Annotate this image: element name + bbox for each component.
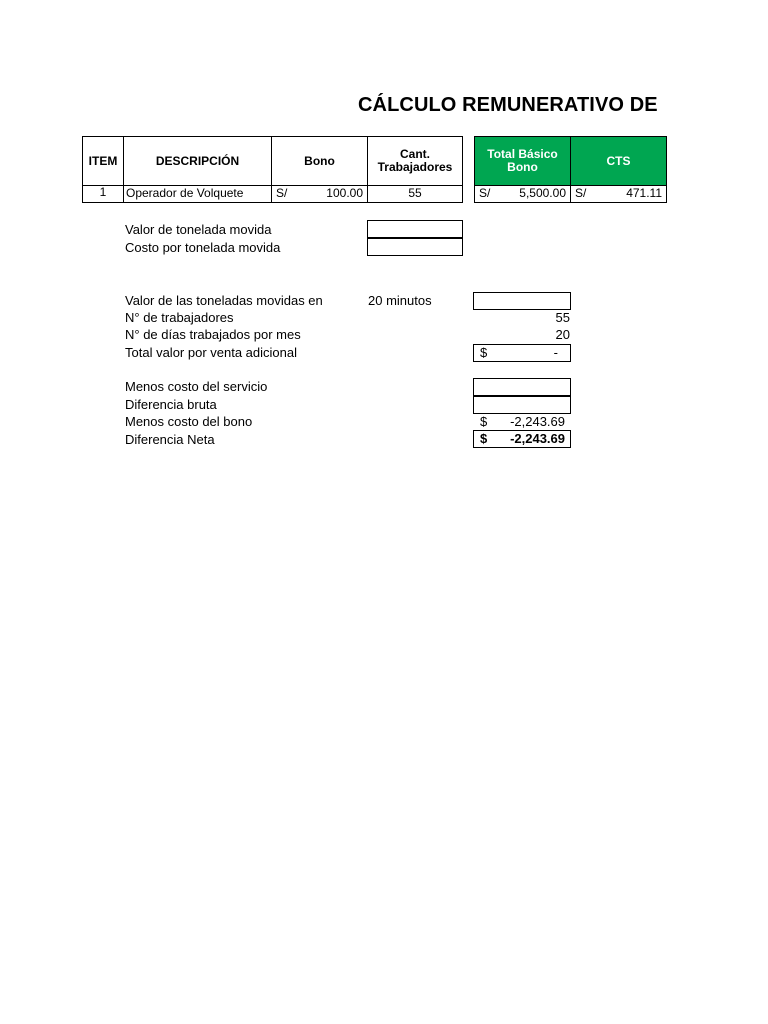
menos-costo-bono-label: Menos costo del bono [125,414,253,429]
valor-tonelada-label: Valor de tonelada movida [125,222,272,237]
row-bono-currency: S/ [276,186,288,200]
diferencia-bruta-cell [473,396,571,414]
valor-toneladas-label: Valor de las toneladas movidas en [125,293,323,308]
diferencia-neta-label: Diferencia Neta [125,432,215,447]
header-cant-line2: Trabajadores [377,160,453,174]
row-cant-value: 55 [408,186,422,200]
header-item-label: ITEM [88,153,118,168]
row-cts-value: 471.11 [626,186,662,200]
total-venta-label: Total valor por venta adicional [125,345,297,360]
valor-tonelada-input[interactable] [367,220,463,238]
minutos-value: 20 minutos [368,293,432,308]
header-descripcion-label: DESCRIPCIÓN [155,153,240,168]
n-dias-value: 20 [555,327,570,342]
total-venta-currency: $ [480,345,488,360]
header-cant-line1: Cant. [400,147,430,161]
row-cts [570,185,667,203]
menos-costo-bono-value: -2,243.69 [510,414,565,429]
costo-tonelada-label: Costo por tonelada movida [125,240,281,255]
diferencia-bruta-label: Diferencia bruta [125,397,217,412]
row-descripcion [123,185,272,203]
row-total-currency: S/ [479,186,491,200]
row-descripcion-value: Operador de Volquete [126,186,244,200]
row-item [82,185,124,203]
header-cant-trabajadores [367,136,463,186]
header-item [82,136,124,186]
valor-toneladas-input[interactable] [473,292,571,310]
header-total-line2: Bono [507,160,538,174]
row-total-value: 5,500.00 [519,186,566,200]
row-cts-currency: S/ [575,186,587,200]
n-trabajadores-value: 55 [555,310,570,325]
page-title: CÁLCULO REMUNERATIVO DE [358,94,658,116]
header-bono-label: Bono [304,153,335,168]
row-bono [271,185,368,203]
row-cant [367,185,463,203]
total-venta-value: - [553,345,558,360]
row-item-value: 1 [99,185,107,199]
n-trabajadores-label: N° de trabajadores [125,310,234,325]
header-descripcion [123,136,272,186]
costo-tonelada-input[interactable] [367,238,463,256]
diferencia-neta-currency: $ [480,431,488,446]
header-cts [570,136,667,186]
header-total-basico-bono [474,136,571,186]
header-total-line1: Total Básico [487,147,558,161]
menos-costo-bono-currency: $ [480,414,488,429]
menos-costo-servicio-input[interactable] [473,378,571,396]
row-total-basico [474,185,571,203]
row-bono-value: 100.00 [326,186,363,200]
header-bono [271,136,368,186]
diferencia-neta-value: -2,243.69 [510,431,565,446]
n-dias-label: N° de días trabajados por mes [125,327,301,342]
header-cts-label: CTS [606,153,631,168]
menos-costo-servicio-label: Menos costo del servicio [125,379,268,394]
diferencia-neta-cell [473,430,571,448]
total-venta-cell [473,344,571,362]
